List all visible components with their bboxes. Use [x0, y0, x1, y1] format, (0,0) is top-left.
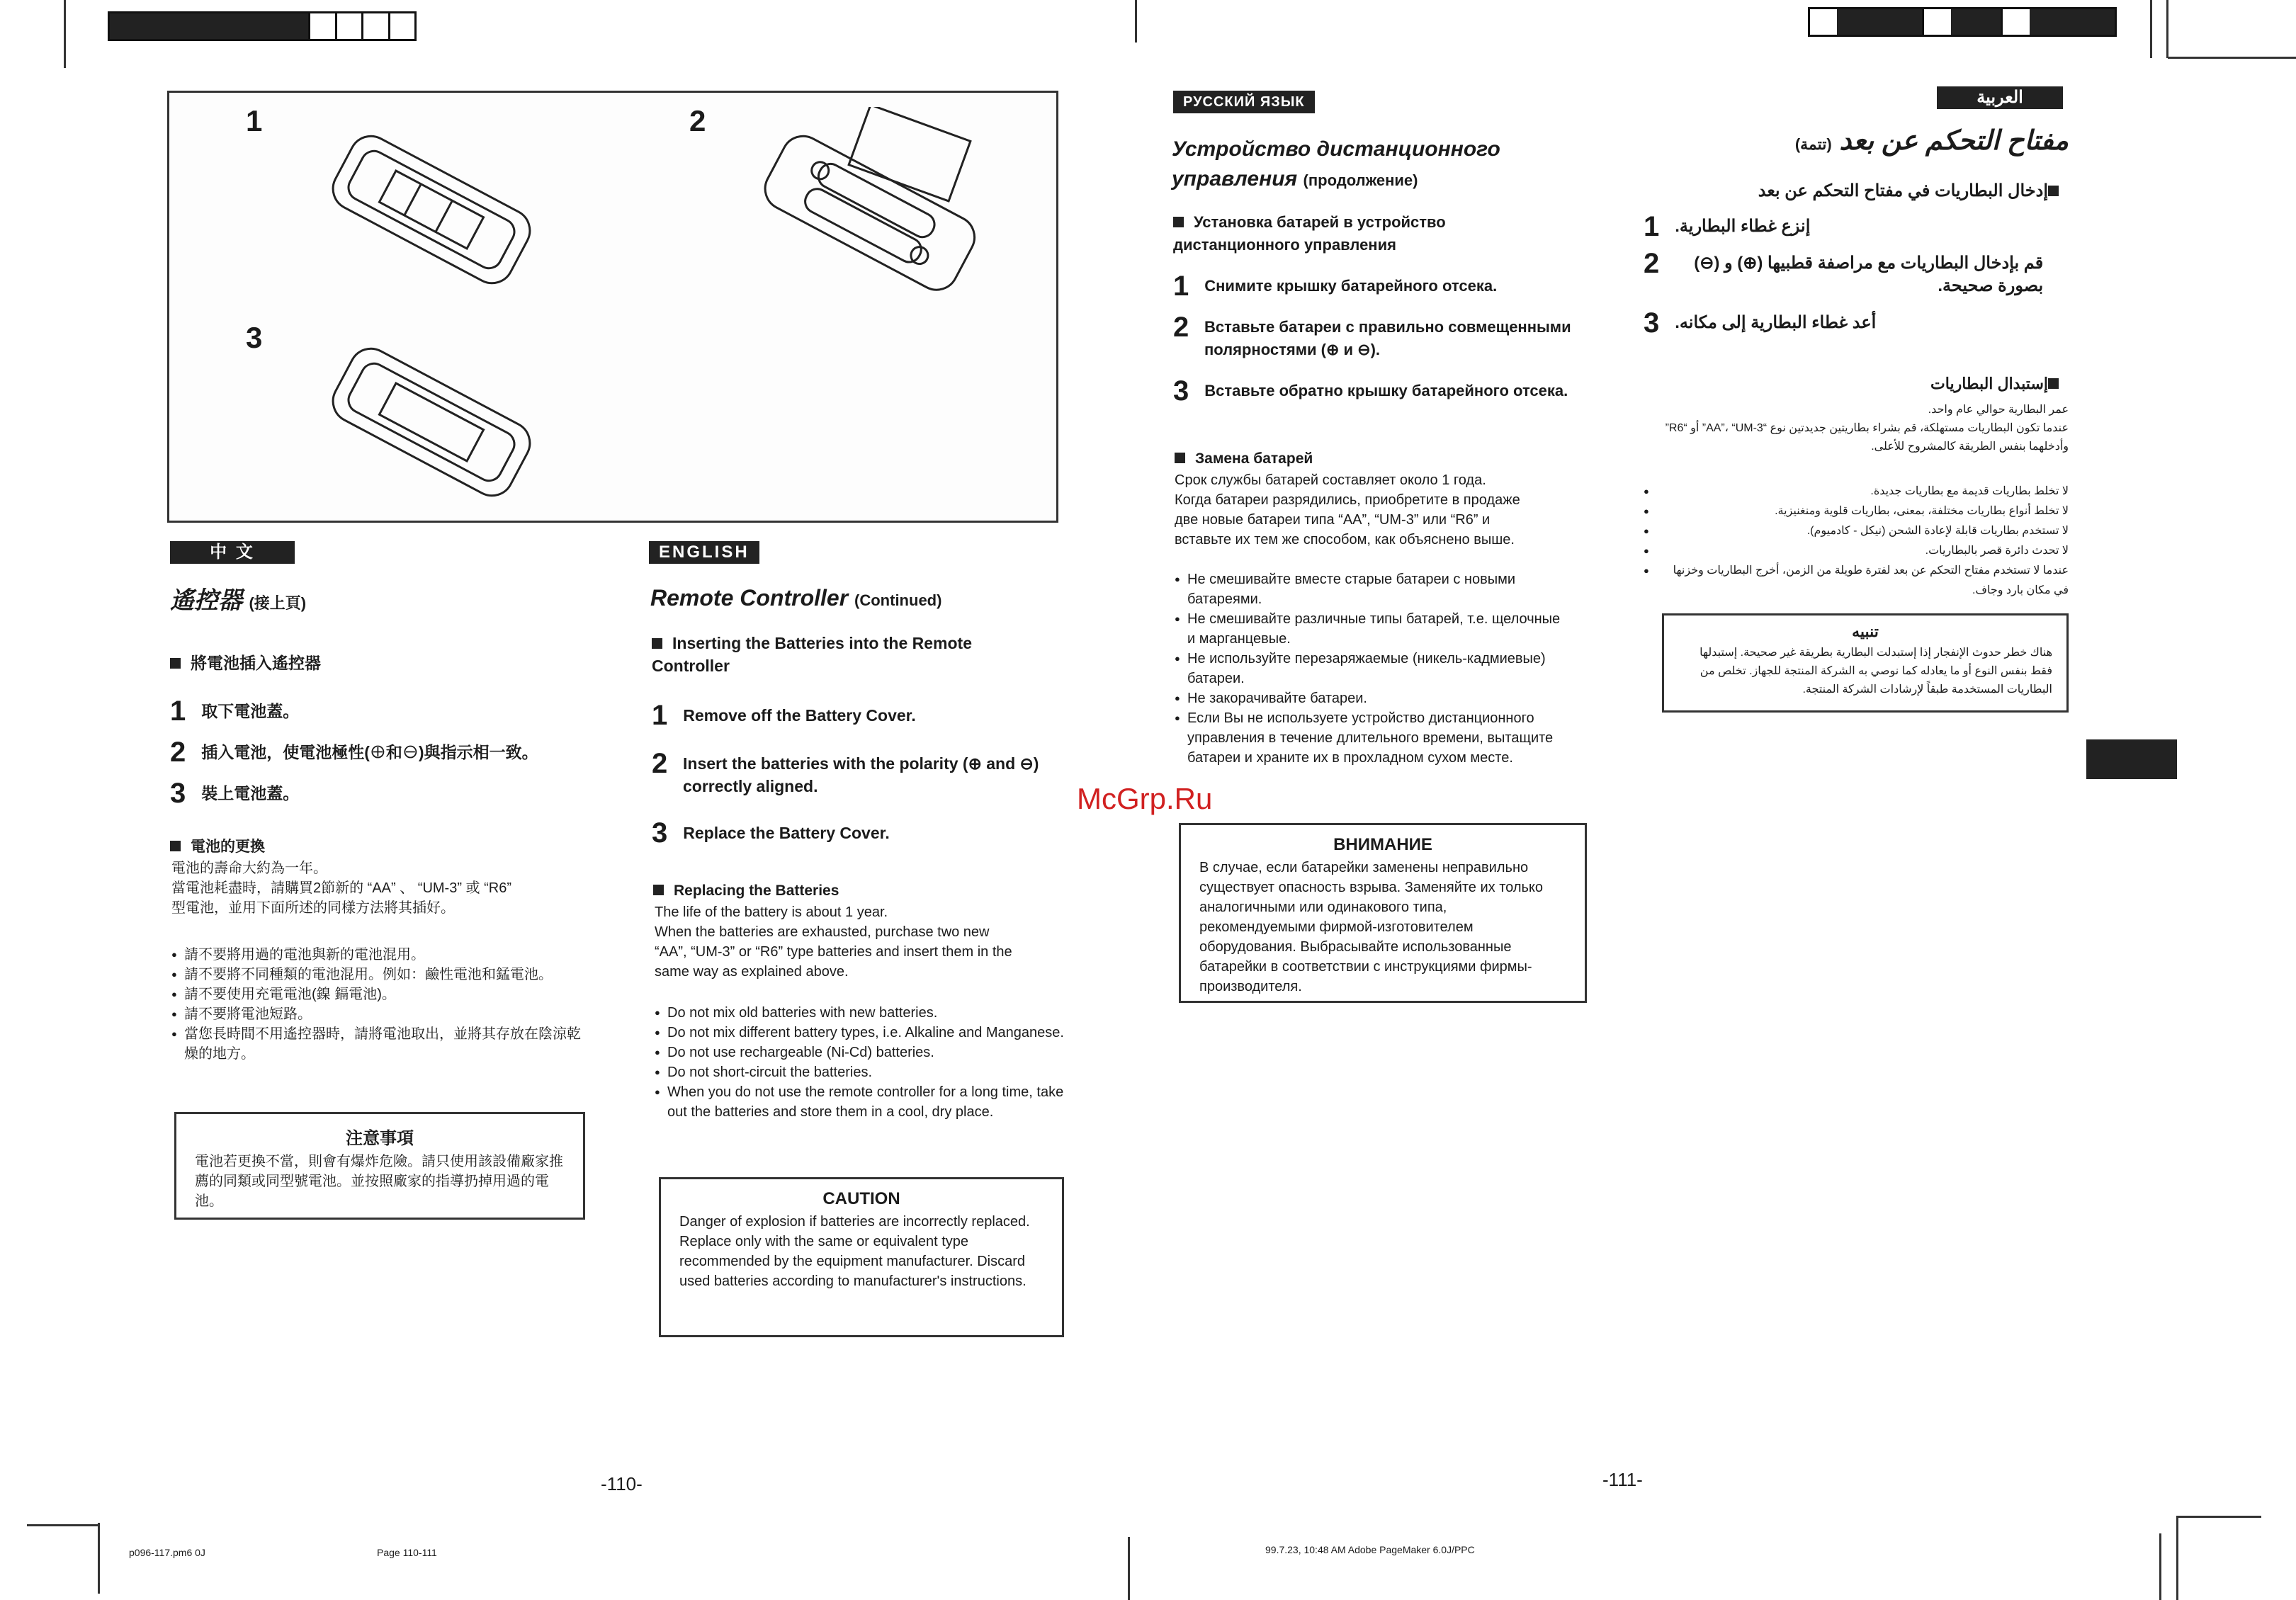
list-item: ● Не смешивайте вместе старые батареи с новыми батареями. [1175, 569, 1571, 609]
list-item: ● لا تخلط أنواع بطاريات مختلفة، بمعنى، بطاريات قلوية ومنغنيزية. [1644, 501, 2069, 521]
russian-bullets [1175, 569, 1571, 768]
battery-illustration [167, 91, 1058, 523]
side-tab [2086, 739, 2177, 779]
language-tag-english: ENGLISH [649, 541, 759, 564]
list-item: ● When you do not use the remote controller for a long time, take out the batteries and store them in a cool, dry place. [655, 1082, 1065, 1122]
crop-mark [2168, 57, 2296, 59]
list-item: ● Do not use rechargeable (Ni-Cd) batteries. [655, 1043, 1065, 1062]
crop-mark [98, 1523, 100, 1594]
list-item: ● لا تستخدم بطاريات قابلة لإعادة الشحن (نيكل - كادميوم). [1644, 521, 2069, 541]
arabic-bullets [1644, 482, 2069, 601]
english-insert-heading: Inserting the Batteries into the Remote Controller [652, 632, 1048, 677]
figure-label-2: 2 [689, 104, 706, 137]
list-item: ● 請不要將電池短路。 [171, 1004, 589, 1024]
crop-mark [27, 1524, 98, 1526]
russian-step: 2 Вставьте батареи с правильно совмещенными полярностями (⊕ и ⊖). [1173, 312, 1571, 358]
russian-insert-heading: Установка батарей в устройство дистанционного управления [1173, 211, 1570, 256]
list-item: ● لا تحدث دائرة قصر بالبطاريات. [1644, 541, 2069, 561]
arabic-step: 3 أعد غطاء البطارية إلى مكانه. [1644, 307, 1877, 339]
caution-title: 注意事項 [346, 1129, 414, 1148]
list-item: ● Do not short-circuit the batteries. [655, 1062, 1065, 1082]
language-tag-chinese: 中 文 [170, 541, 295, 564]
chinese-title: 遙控器 (接上頁) [170, 587, 307, 614]
arabic-title: مفتاح التحكم عن بعد (تتمة) [1794, 126, 2069, 156]
list-item: ● لا تخلط بطاريات قديمة مع بطاريات جديدة. [1644, 482, 2069, 501]
list-item: ● 請不要使用充電電池(鎳 鎘電池)。 [171, 985, 589, 1004]
remote-drawing-1 [304, 121, 559, 298]
crop-mark [2166, 0, 2168, 58]
remote-drawing-3 [304, 334, 559, 511]
list-item: ● Если Вы не используете устройство дистанционного управления в течение длительного времени, вытащите батареи и храните их в прохладном сухом месте. [1175, 708, 1571, 768]
list-item: ● Не используйте перезаряжаемые (никель-кадмиевые) батареи. [1175, 649, 1571, 688]
footer-page-range: Page 110-111 [377, 1547, 437, 1558]
chinese-step: 1 取下電池蓋。 [170, 696, 300, 727]
arabic-replace-heading: إستبدال البطاريات [1644, 373, 2069, 395]
russian-step: 3 Вставьте обратно крышку батарейного отсека. [1173, 375, 1568, 407]
crop-mark [2150, 0, 2152, 58]
chinese-replace-text: 電池的壽命大約為一年。 當電池耗盡時，請購買2節新的 “AA” 、 “UM-3” 或 “R6” 型電池，並用下面所述的同樣方法將其插好。 [171, 861, 511, 916]
chinese-replace-heading: 電池的更換 [170, 836, 265, 858]
russian-replace-text: Срок службы батарей составляет около 1 года. Когда батареи разрядились, приобретите в продаже две новые батареи типа “AA”, “UM-3” или “R6” и вставьте их тем же способом, как объяснено выше. [1175, 472, 1520, 547]
list-item: ● Do not mix different battery types, i.e. Alkaline and Manganese. [655, 1023, 1065, 1043]
english-step: 3 Replace the Battery Cover. [652, 817, 890, 849]
footer-filename: p096-117.pm6 0J [129, 1547, 205, 1558]
caution-title: CAUTION [822, 1189, 900, 1208]
crop-mark [2176, 1516, 2261, 1518]
arabic-step: 2 قم بإدخال البطاريات مع مراصفة قطبيها (⊕) و (⊖) بصورة صحيحة. [1644, 248, 2044, 295]
list-item: ● عندما لا تستخدم مفتاح التحكم عن بعد لفترة طويلة من الزمن، أخرج البطاريات وخزنها في مكان بارد وجاف. [1644, 561, 2069, 601]
list-item: ● 請不要將用過的電池與新的電池混用。 [171, 945, 589, 965]
language-tag-arabic: العربية [1937, 86, 2063, 109]
english-replace-heading: Replacing the Batteries [653, 880, 839, 902]
language-tag-russian: РУССКИЙ ЯЗЫК [1173, 91, 1315, 113]
english-step: 1 Remove off the Battery Cover. [652, 700, 916, 731]
russian-caution-box [1179, 823, 1587, 1003]
registration-bar-left [108, 11, 417, 41]
chinese-caution-box [174, 1112, 585, 1220]
caution-text: 電池若更換不當，則會有爆炸危險。請只使用該設備廠家推薦的同類或同型號電池。並按照廠家的指導扔掉用過的電池。 [195, 1154, 563, 1209]
figure-label-3: 3 [246, 321, 263, 354]
crop-mark [1128, 1537, 1130, 1600]
chinese-insert-heading: 將電池插入遙控器 [170, 652, 595, 674]
caution-text: В случае, если батарейки заменены неправильно существует опасность взрыва. Заменяйте их только аналогичными или одинакового типа, рекомендуемыми фирмой-изготовителем оборудования. Выбрасывайте использованные батарейки в соответствии с инструкциями фирмы-производителя. [1199, 860, 1544, 994]
english-title: Remote Controller (Continued) [650, 585, 942, 611]
arabic-replace-text: عمر البطارية حوالي عام واحد. عندما تكون البطاريات مستهلكة، قم بشراء بطاريتين جديدتين نوع “AA”، “UM-3” أو “R6” وأدخلهما بنفس الطريقة كالمشروح للأعلى. [1665, 404, 2069, 453]
arabic-step: 1 إنزع غطاء البطارية. [1644, 211, 1811, 242]
page-number-left: -110- [601, 1473, 643, 1494]
english-caution-box [659, 1177, 1064, 1337]
caution-text: هناك خطر حدوث الإنفجار إذا إستبدلت البطارية بطريقة غير صحيحة. إستبدلها فقط بنفس النوع أو ما يعادله كما نوصي به الشركة المنتجة للجهاز. تخلص من البطاريات المستخدمة طبقاً لإرشادات الشركة المنتجة. [1700, 647, 2052, 696]
russian-step: 1 Снимите крышку батарейного отсека. [1173, 271, 1498, 302]
english-bullets [655, 1003, 1065, 1122]
russian-replace-heading: Замена батарей [1175, 448, 1313, 470]
watermark: McGrp.Ru [1077, 782, 1213, 815]
footer-timestamp: 99.7.23, 10:48 AM Adobe PageMaker 6.0J/PPC [1265, 1544, 1475, 1555]
caution-text: Danger of explosion if batteries are incorrectly replaced. Replace only with the same or equivalent type recommended by the equipment manufacturer. Discard used batteries according to manufacturer's instructions. [679, 1214, 1030, 1289]
crop-mark [2159, 1533, 2161, 1600]
list-item: ● 請不要將不同種類的電池混用。例如：鹼性電池和錳電池。 [171, 965, 589, 985]
english-step: 2 Insert the batteries with the polarity (⊕ and ⊖) correctly aligned. [652, 748, 1039, 795]
crop-mark [2176, 1516, 2178, 1600]
chinese-step: 3 裝上電池蓋。 [170, 778, 300, 809]
chinese-bullets [171, 945, 589, 1064]
english-replace-text: The life of the battery is about 1 year. When the batteries are exhausted, purchase two new “AA”, “UM-3” or “R6” type batteries and insert them in the same way as explained above. [655, 904, 1012, 980]
arabic-insert-heading: إدخال البطاريات في مفتاح التحكم عن بعد [1644, 180, 2069, 203]
figure-label-1: 1 [246, 104, 263, 137]
russian-title: Устройство дистанционного управления (продолжение) [1172, 137, 1500, 191]
arabic-caution-box [1662, 613, 2069, 713]
list-item: ● 當您長時間不用遙控器時，請將電池取出，並將其存放在陰涼乾燥的地方。 [171, 1024, 589, 1064]
list-item: ● Не смешивайте различные типы батарей, т.е. щелочные и марганцевые. [1175, 609, 1571, 649]
caution-title: تنبيه [1852, 623, 1879, 640]
page-number-right: -111- [1602, 1469, 1643, 1490]
remote-drawing-2 [736, 107, 1019, 312]
crop-mark [1135, 0, 1137, 42]
crop-mark [64, 0, 66, 68]
list-item: ● Do not mix old batteries with new batteries. [655, 1003, 1065, 1023]
registration-bar-right [1808, 7, 2117, 37]
list-item: ● Не закорачивайте батареи. [1175, 688, 1571, 708]
caution-title: ВНИМАНИЕ [1333, 835, 1432, 854]
chinese-step: 2 插入電池，使電池極性(⊕和⊖)與指示相一致。 [170, 737, 538, 768]
